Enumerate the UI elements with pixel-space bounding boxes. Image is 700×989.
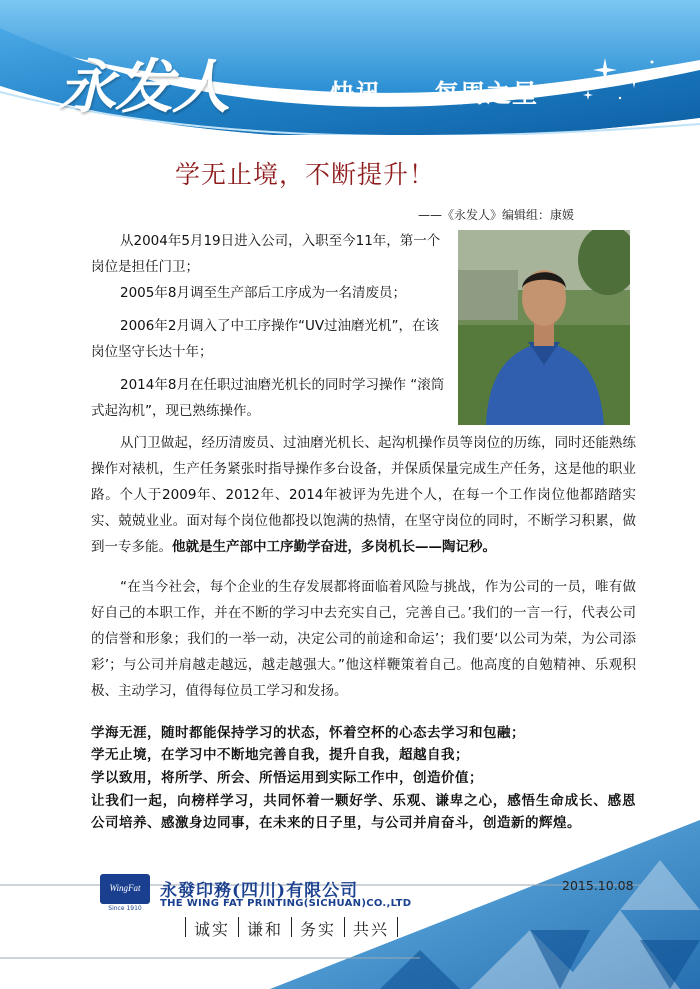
value-divider xyxy=(291,917,292,937)
slogan-4: 让我们一起，向榜样学习，共同怀着一颗好学、乐观、谦卑之心，感悟生命成长、感恩公司培养、感激身边同事，在未来的日子里，与公司并肩奋斗，创造新的辉煌。 xyxy=(91,793,636,831)
byline: ——《永发人》编辑组：康媛 xyxy=(418,208,575,222)
value-divider xyxy=(344,917,345,937)
logo-title: 永发人 xyxy=(58,53,230,121)
employee-photo xyxy=(458,230,630,425)
company-logo xyxy=(100,874,150,914)
intro-paragraph-4: 2014年8月在任职过油磨光机长的同时学习操作 “滚筒式起沟机”，现已熟练操作。 xyxy=(91,377,445,419)
company-name-cn: 永發印務(四川)有限公司 xyxy=(160,881,359,901)
body-paragraph-1 xyxy=(91,430,636,560)
body-paragraph-2: “在当今社会，每个企业的生存发展都将面临着风险与挑战，作为公司的一员，唯有做好自己的本职工作，并在不断的学习中去充实自己，完善自己。’我们的一言一行，代表公司的信誉和形象；我们的一举一动，决定公司的前途和命运’；我们要‘以公司为荣，为公司添彩’；与公司并肩越走越远，越走越强大。”他这样鞭策着自己。他高度的自勉精神、乐观积极、主动学习，值得每位员工学习和发扬。 xyxy=(91,579,636,699)
publish-date: 2015.10.08 xyxy=(562,878,634,893)
intro-paragraph-3: 2006年2月调入了中工序操作“UV过油磨光机”，在该岗位坚守长达十年； xyxy=(91,318,440,360)
value-prosperity: 共兴 xyxy=(353,920,390,939)
header-subtitle: 快讯——每周之星 xyxy=(330,79,539,108)
intro-paragraph-2: 2005年8月调至生产部后工序成为一名清废员； xyxy=(120,285,406,301)
body-paragraph-1-highlight: 他就是生产部中工序勤学奋进，多岗机长——陶记秒。 xyxy=(172,539,496,555)
article-title: 学无止境，不断提升！ xyxy=(174,160,435,189)
value-divider xyxy=(185,917,186,937)
company-values xyxy=(177,917,406,940)
company-logo-text: WingFat xyxy=(109,883,141,893)
body-paragraph-1-text: 从门卫做起，经历清废员、过油磨光机长、起沟机操作员等岗位的历练，同时还能熟练操作对裱机，生产任务紧张时指导操作多台设备，并保质保量完成生产任务，这是他的职业路。个人于2009年、2012年、2014年被评为先进个人，在每一个工作岗位他都踏踏实实、兢兢业业。面对每个岗位他都投以饱满的热情，在坚守岗位的同时，不断学习积累，做到一专多能。 xyxy=(91,435,636,555)
slogan-2: 学无止境，在学习中不断地完善自我，提升自我，超越自我； xyxy=(91,747,469,763)
company-logo-since: Since 1910 xyxy=(108,905,142,912)
company-name-en: THE WING FAT PRINTING(SICHUAN)CO.,LTD xyxy=(160,898,412,909)
value-practical: 务实 xyxy=(300,920,337,939)
value-modesty: 谦和 xyxy=(247,920,284,939)
value-divider xyxy=(397,917,398,937)
slogan-1: 学海无涯，随时都能保持学习的状态，怀着空杯的心态去学习和包融； xyxy=(91,725,525,741)
value-divider xyxy=(238,917,239,937)
intro-paragraph-1: 从2004年5月19日进入公司，入职至今11年，第一个岗位是担任门卫； xyxy=(91,233,441,275)
slogan-3: 学以致用，将所学、所会、所悟运用到实际工作中，创造价值； xyxy=(91,770,483,786)
value-honesty: 诚实 xyxy=(194,920,231,939)
